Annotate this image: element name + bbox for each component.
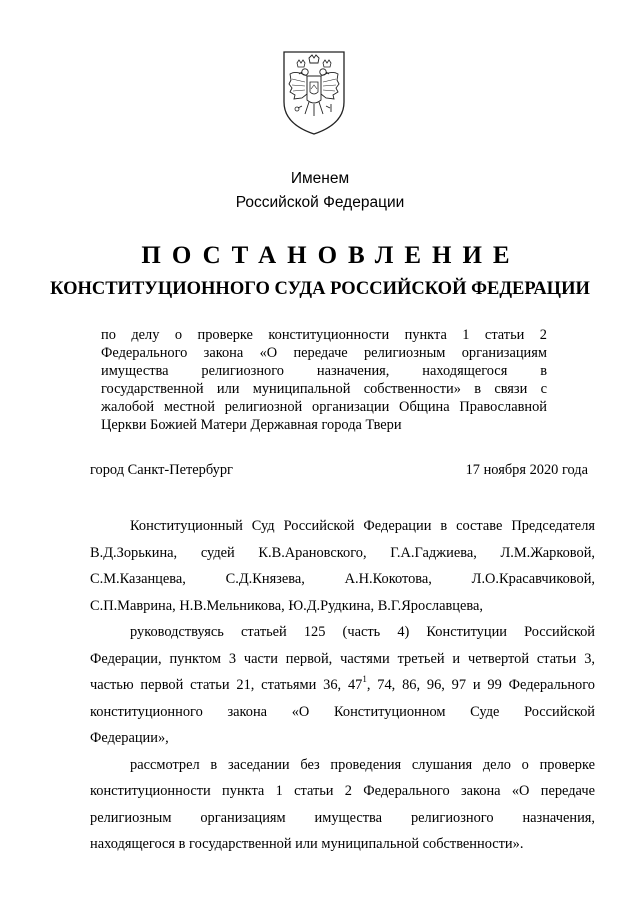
invocation-line-1: Именем [290,170,350,187]
body-line: С.М.Казанцева, С.Д.Князева, А.Н.Кокотова, Л.О.Красавчиковой, [90,571,595,587]
body-line: Конституционный Суд Российской Федерации в составе Председателя [130,518,595,534]
body-line: конституционности пункта 1 статьи 2 Федерального закона «О передаче [90,783,595,799]
place-of-decision: город Санкт-Петербург [90,462,233,478]
body-line-part: , 74, 86, 96, 97 и 99 Федерального [366,677,595,693]
case-subject [101,326,547,434]
body-line-part: частью первой статьи 21, статьями 36, 47 [90,677,363,693]
invocation-line-2: Российской Федерации [235,194,405,211]
body-line: Федерации», [90,730,169,746]
body-line: Федерации, пунктом 3 части первой, частями третьей и четвертой статьи 3, [90,650,595,667]
body-line: рассмотрел в заседании без проведения слушания дело о проверке [130,756,595,773]
subject-line: жалобой местной религиозной организации Община Православной [101,399,547,415]
subject-line: Церкви Божией Матери Державная города Твери [101,417,402,433]
subject-line: государственной или муниципальной собственности» в связи с [101,381,547,397]
body-line: В.Д.Зорькина, судей К.В.Арановского, Г.А.Гаджиева, Л.М.Жарковой, [90,544,595,561]
superscript-mark: 1 [362,674,367,685]
body-line: религиозным организациям имущества религиозного назначения, [90,809,595,826]
subject-line: Федерального закона «О передаче религиозным организациям [101,345,547,361]
subject-line: по делу о проверке конституционности пункта 1 статьи 2 [101,327,547,343]
body-line: С.П.Маврина, Н.В.Мельникова, Ю.Д.Рудкина, В.Г.Ярославцева, [90,597,483,614]
subject-line: имущества религиозного назначения, находящегося в [101,363,547,379]
court-name: КОНСТИТУЦИОННОГО СУДА РОССИЙСКОЙ ФЕДЕРАЦИИ [50,279,590,299]
body-line: конституционного закона «О Конституционном Суде Российской [90,703,595,720]
date-of-decision: 17 ноября 2020 года [465,462,588,478]
body-line [90,672,595,699]
body-line: находящегося в государственной или муниципальной собственности». [90,836,524,852]
body-line: руководствуясь статьей 125 (часть 4) Конституции Российской [130,624,595,640]
russian-coat-of-arms-icon [278,44,350,136]
decision-body [90,513,595,858]
document-title: ПОСТАНОВЛЕНИЕ [141,242,521,269]
